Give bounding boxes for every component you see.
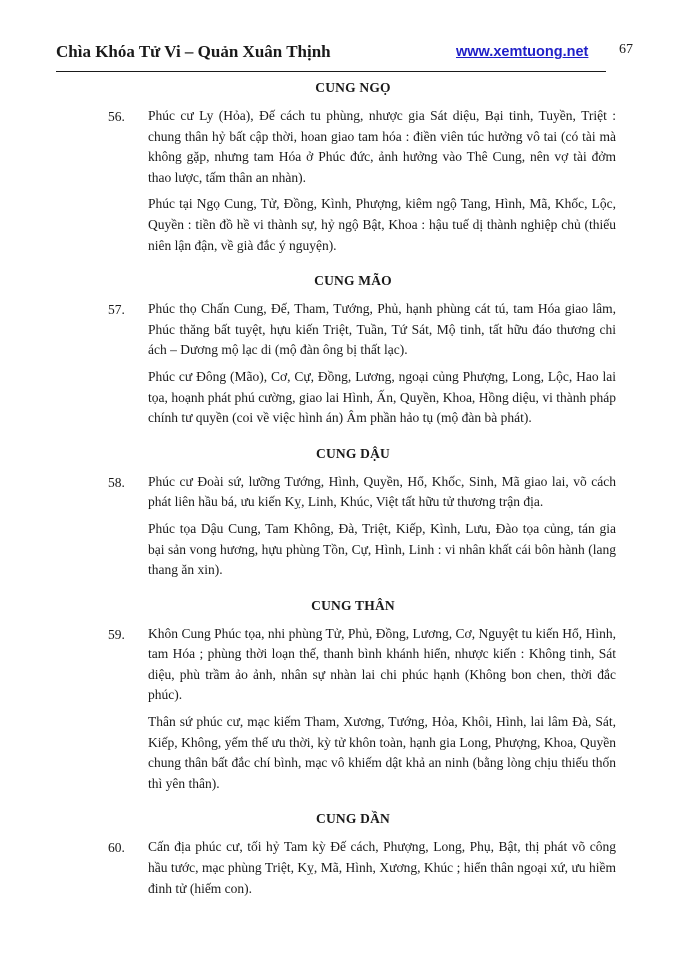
entry-number: 59. (108, 626, 125, 642)
paragraph: Phúc cư Đoài sứ, lưỡng Tướng, Hình, Quyền, Hổ, Khốc, Sinh, Mã giao lai, võ cách phát liên hầu bá, ưu kiến Kỵ, Linh, Khúc, Việt tất hữu tử thương trận địa. (148, 473, 616, 510)
paragraph: Thân sứ phúc cư, mạc kiếm Tham, Xương, Tướng, Hỏa, Khôi, Hình, lai lâm Đà, Sát, Kiếp, Không, yếm thế ưu thời, kỳ tử khôn toàn, hạnh gia Long, Phượng, Khoa, Quyền chung thân bất đắc chí bình, mạc vô khiếm dật khả an ninh (bằng lòng chịu thiếu thốn thì yên thân). (148, 714, 616, 791)
header-divider (56, 71, 606, 72)
paragraph: Phúc cư Đông (Mão), Cơ, Cự, Đồng, Lương, ngoại củng Phượng, Long, Lộc, Hao lai tọa, hoạnh phát phú cường, giao lai Hình, Ấn, Quyền, Khoa, Hồng diệu, vi thành pháp chính tư quyền (coi về việc hình án) Âm phần hảo tụ (mộ đàn bà phát). (148, 368, 616, 426)
entry-number: 58. (108, 474, 125, 490)
paragraph: Phúc cư Ly (Hỏa), Đế cách tu phùng, nhược gia Sát diệu, Bại tinh, Tuyền, Triệt : chung thân hỷ bất cập thời, hoan giao tam hóa : điền viên túc hưởng vô tai (có tài mà không gặp, nhưng tam Hóa ở Phúc đức, ảnh hưởng vào Thê Cung, nên vợ tài đởm thao lược, tấm thân an nhàn). (148, 108, 616, 185)
entry-59 (0, 624, 686, 795)
page-header (56, 38, 636, 66)
section-cung-dau (0, 446, 686, 581)
section-cung-dan (0, 811, 686, 899)
entry-number: 57. (108, 302, 125, 318)
entry-56 (0, 106, 686, 256)
paragraph: Cấn địa phúc cư, tối hỷ Tam kỳ Đế cách, Phượng, Long, Phụ, Bật, thị phát võ công hầu tước, mạc phùng Triệt, Kỵ, Mã, Hình, Xương, Khúc ; hiển thân ngoại xứ, ưu hiềm đinh tử (hiếm con). (148, 839, 616, 896)
section-heading: CUNG DẦN (316, 811, 390, 827)
section-cung-ngo (0, 80, 686, 256)
section-heading: CUNG DẬU (316, 445, 390, 461)
page-number: 67 (619, 42, 633, 57)
website-link[interactable]: www.xemtuong.net (456, 44, 589, 60)
section-heading: CUNG NGỌ (315, 80, 391, 95)
section-heading: CUNG MÃO (314, 273, 392, 289)
section-cung-than (0, 598, 686, 795)
paragraph: Phúc tọa Dậu Cung, Tam Không, Đà, Triệt, Kiếp, Kình, Lưu, Đào tọa củng, tán gia bại sản vong hương, hựu phùng Tồn, Cự, Hình, Linh : vi nhân khất cái bôn hành (lang thang ăn xin). (148, 520, 616, 578)
paragraph: Phúc tại Ngọ Cung, Tử, Đồng, Kình, Phượng, kiêm ngộ Tang, Hình, Mã, Khốc, Lộc, Quyền : tiền đồ hề vi thành sự, hỷ ngộ Bật, Khoa : hậu tuế dị thành nghiệp chủ (thiếu niên lận đận, về già đắc ý nguyện). (148, 196, 616, 253)
entry-number: 56. (108, 109, 125, 124)
entry-60 (0, 837, 686, 899)
entry-57 (0, 299, 686, 429)
section-cung-mao (0, 273, 686, 429)
entry-58 (0, 472, 686, 581)
paragraph: Phúc thọ Chấn Cung, Đế, Tham, Tướng, Phủ, hạnh phùng cát tú, tam Hóa giao lâm, Phúc thăng bất tuyệt, hựu kiến Triệt, Tuần, Tứ Sát, Mộ tinh, tất hữu đáo thương chi ách – Dương mộ lạc di (mộ đàn ông bị thất lạc). (148, 301, 616, 358)
book-title: Chìa Khóa Tử Vi – Quản Xuân Thịnh (56, 42, 331, 61)
page-body (0, 80, 686, 905)
section-heading: CUNG THÂN (311, 597, 395, 613)
entry-number: 60. (108, 840, 125, 856)
paragraph: Khôn Cung Phúc tọa, nhi phùng Tử, Phủ, Đồng, Lương, Cơ, Nguyệt tu kiến Hổ, Hình, tam Hóa ; phùng thời loạn thế, thanh bình khánh hiển, nhược kiến : Không tinh, Sát diệu, phù trầm ảo ảnh, nhân sự nhàn lai chi phúc hạnh (Không bon chen, thời đắc phúc). (148, 625, 616, 703)
